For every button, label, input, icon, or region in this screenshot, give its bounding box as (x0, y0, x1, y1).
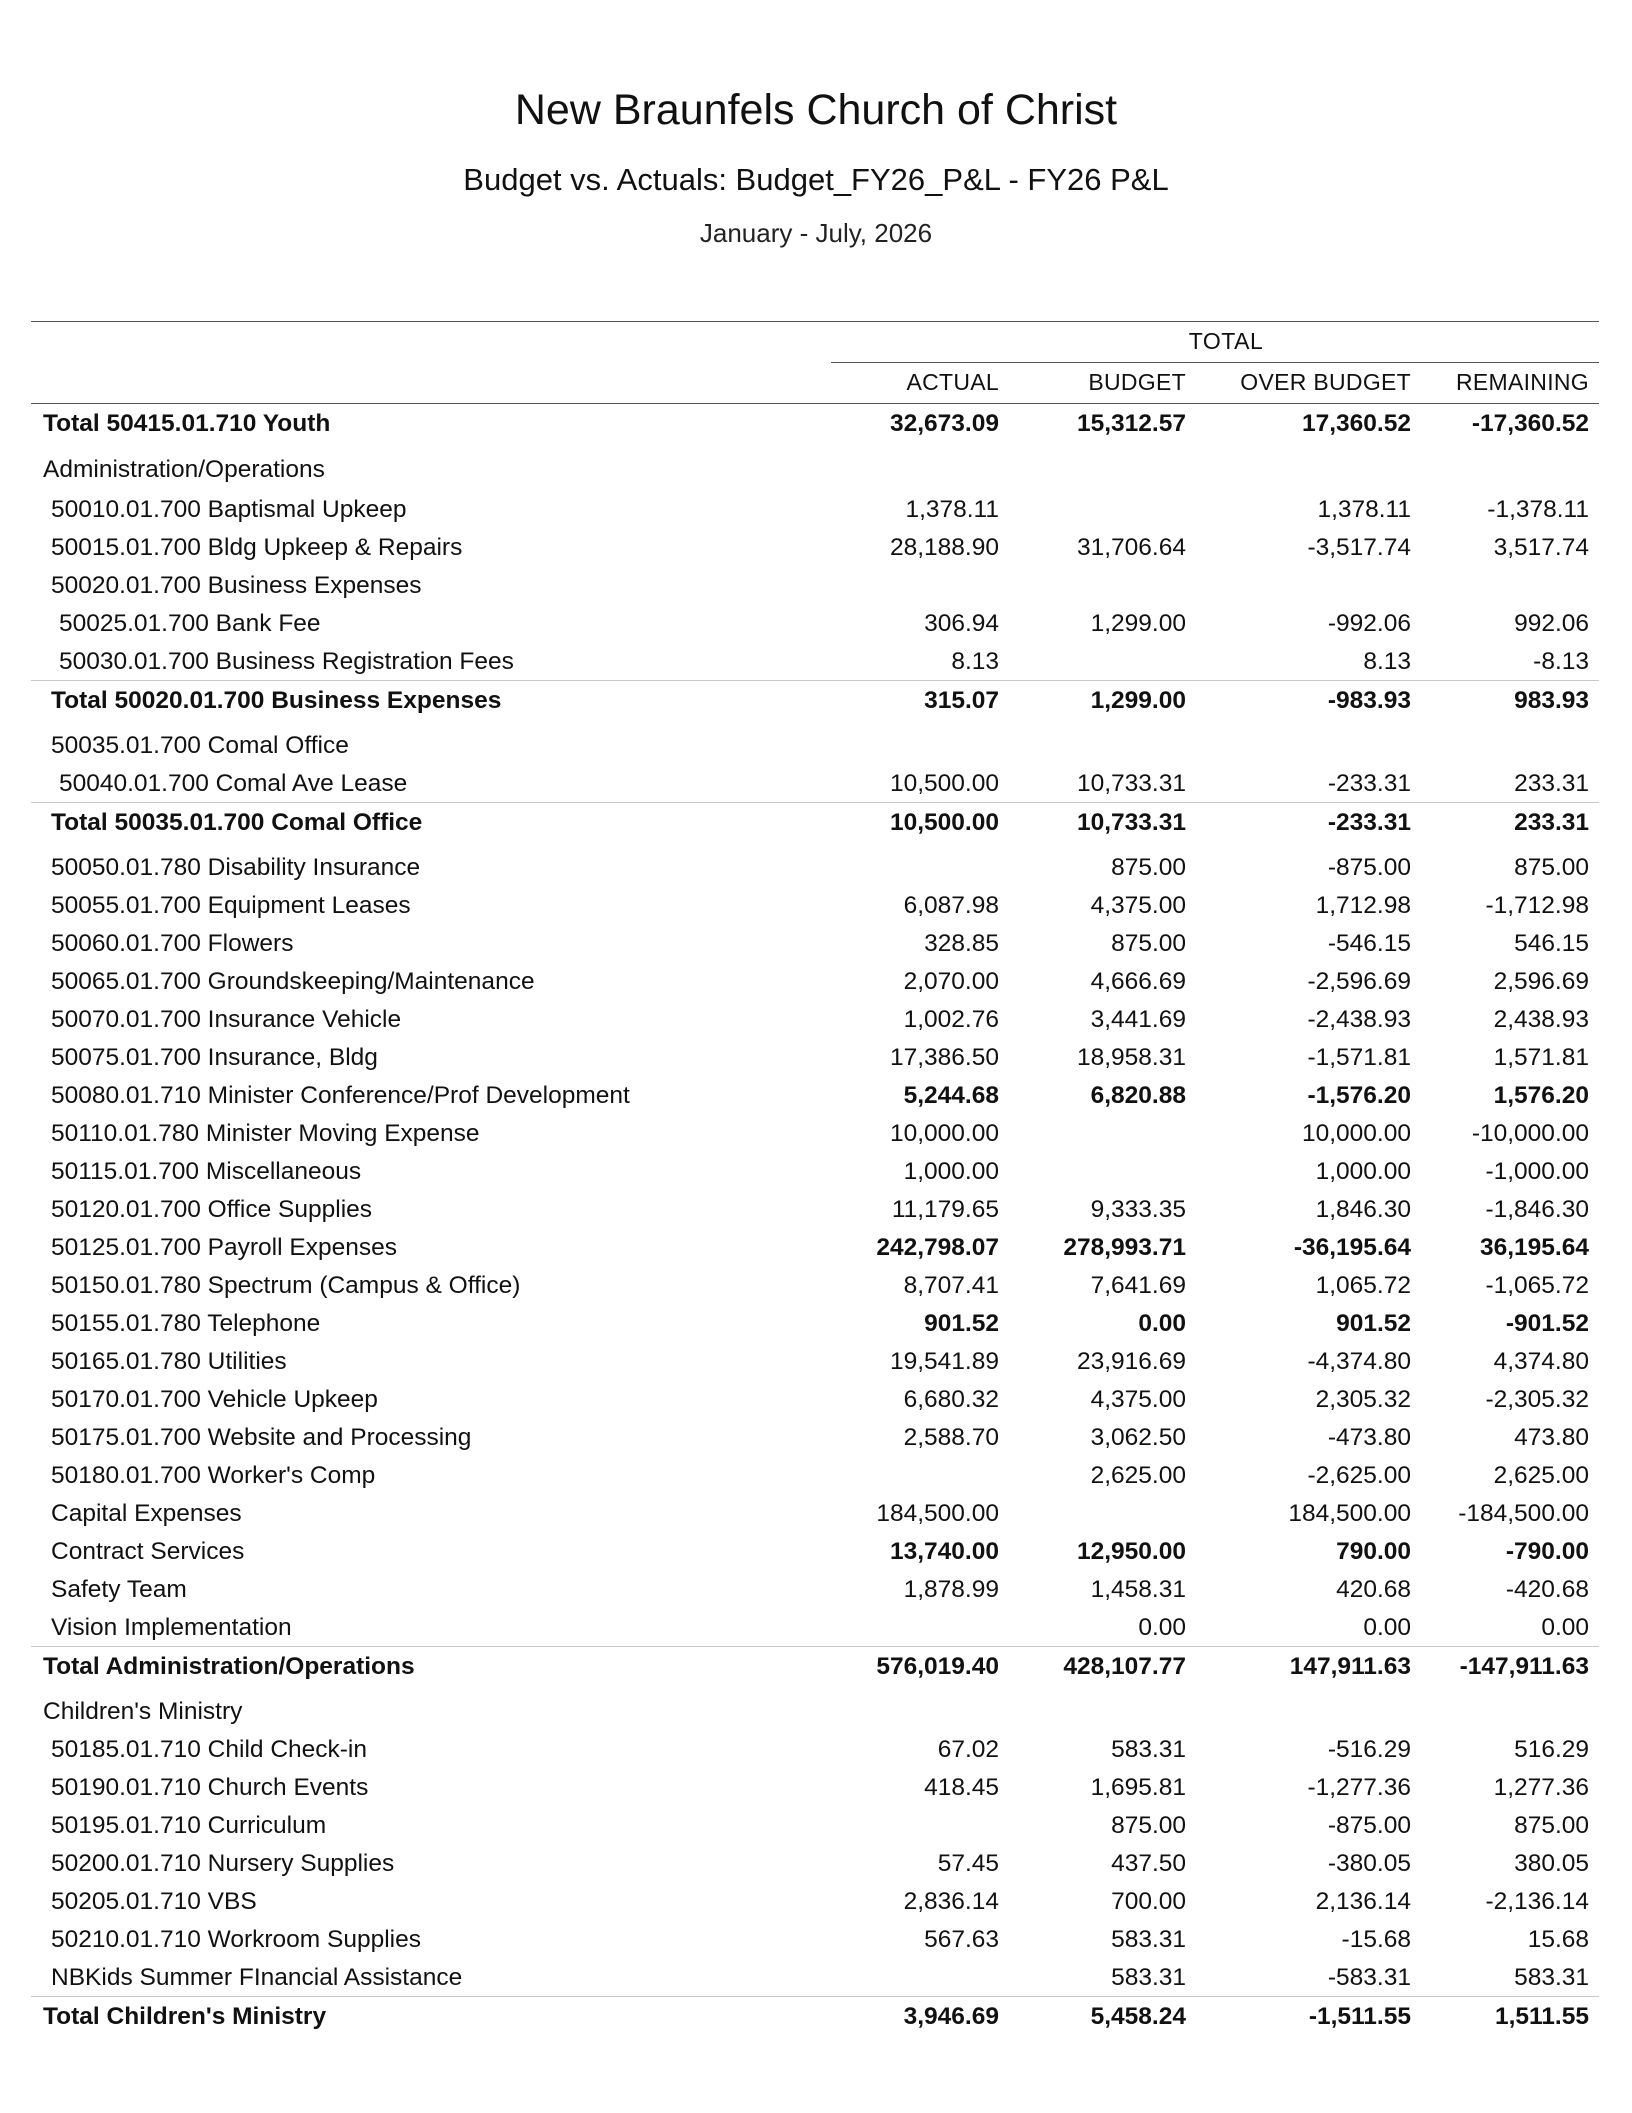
row-label: Total 50020.01.700 Business Expenses (51, 687, 502, 714)
row-label: Safety Team (51, 1576, 187, 1603)
table-row (31, 1570, 1599, 1608)
cell-over-budget: 147,911.63 (1289, 1653, 1411, 1680)
row-label: 50170.01.700 Vehicle Upkeep (51, 1386, 378, 1413)
row-label: 50020.01.700 Business Expenses (51, 572, 422, 599)
cell-remaining: 583.31 (1514, 1964, 1589, 1991)
cell-budget: 278,993.71 (1063, 1234, 1186, 1261)
cell-actual: 10,500.00 (890, 809, 999, 836)
cell-remaining: -420.68 (1505, 1576, 1589, 1603)
cell-actual: 8,707.41 (903, 1272, 999, 1299)
row-label: 50075.01.700 Insurance, Bldg (51, 1044, 378, 1071)
cell-over-budget: -516.29 (1327, 1736, 1411, 1763)
row-label: 50180.01.700 Worker's Comp (51, 1462, 376, 1489)
table-row (31, 1456, 1599, 1494)
table-row (31, 450, 1599, 490)
cell-budget: 1,695.81 (1090, 1774, 1186, 1801)
cell-actual: 8.13 (951, 648, 999, 675)
cell-over-budget: -2,625.00 (1307, 1462, 1411, 1489)
cell-budget: 583.31 (1111, 1736, 1186, 1763)
row-label: Children's Ministry (43, 1698, 243, 1725)
table-body (31, 404, 1599, 2042)
table-row (31, 1882, 1599, 1920)
table-row (31, 1844, 1599, 1882)
cell-over-budget: 8.13 (1363, 648, 1411, 675)
cell-remaining: 15.68 (1527, 1926, 1589, 1953)
cell-actual: 2,588.70 (903, 1424, 999, 1451)
cell-remaining: -17,360.52 (1471, 410, 1589, 437)
cell-over-budget: 901.52 (1336, 1310, 1411, 1337)
cell-budget: 23,916.69 (1077, 1348, 1186, 1375)
row-label: Administration/Operations (43, 456, 325, 483)
cell-budget: 4,375.00 (1090, 1386, 1186, 1413)
cell-actual: 567.63 (924, 1926, 999, 1953)
cell-over-budget: -1,277.36 (1307, 1774, 1411, 1801)
cell-budget: 10,733.31 (1077, 770, 1186, 797)
cell-actual: 184,500.00 (876, 1500, 999, 1527)
cell-remaining: -2,136.14 (1485, 1888, 1589, 1915)
row-label: 50080.01.710 Minister Conference/Prof Development (51, 1082, 630, 1109)
cell-over-budget: 790.00 (1336, 1538, 1411, 1565)
cell-remaining: 983.93 (1514, 687, 1589, 714)
cell-budget: 5,458.24 (1090, 2003, 1186, 2030)
row-label: 50190.01.710 Church Events (51, 1774, 369, 1801)
table-row (31, 1114, 1599, 1152)
cell-remaining: -1,712.98 (1485, 892, 1589, 919)
cell-remaining: 473.80 (1514, 1424, 1589, 1451)
cell-actual: 242,798.07 (876, 1234, 999, 1261)
cell-budget: 3,062.50 (1090, 1424, 1186, 1451)
cell-remaining: 380.05 (1514, 1850, 1589, 1877)
cell-budget: 9,333.35 (1090, 1196, 1186, 1223)
cell-remaining: -10,000.00 (1471, 1120, 1589, 1147)
row-label: 50210.01.710 Workroom Supplies (51, 1926, 422, 1953)
cell-budget: 437.50 (1111, 1850, 1186, 1877)
table-row (31, 528, 1599, 566)
cell-actual: 13,740.00 (890, 1538, 999, 1565)
row-label: Capital Expenses (51, 1500, 242, 1527)
row-label: 50025.01.700 Bank Fee (59, 610, 321, 637)
table-row (31, 1228, 1599, 1266)
cell-remaining: 0.00 (1541, 1614, 1589, 1641)
cell-over-budget: 0.00 (1363, 1614, 1411, 1641)
table-row (31, 1532, 1599, 1570)
cell-actual: 10,000.00 (890, 1120, 999, 1147)
column-headers (31, 363, 1599, 403)
cell-over-budget: -380.05 (1327, 1850, 1411, 1877)
cell-remaining: -1,846.30 (1485, 1196, 1589, 1223)
cell-budget: 31,706.64 (1077, 534, 1186, 561)
cell-actual: 5,244.68 (903, 1082, 999, 1109)
row-label: 50010.01.700 Baptismal Upkeep (51, 496, 407, 523)
cell-remaining: -147,911.63 (1459, 1653, 1589, 1680)
table-row (31, 566, 1599, 604)
table-row (31, 924, 1599, 962)
table-row (31, 1266, 1599, 1304)
row-label: 50015.01.700 Bldg Upkeep & Repairs (51, 534, 463, 561)
cell-actual: 1,000.00 (903, 1158, 999, 1185)
cell-budget: 583.31 (1111, 1964, 1186, 1991)
row-label: 50165.01.780 Utilities (51, 1348, 287, 1375)
cell-remaining: 875.00 (1514, 1812, 1589, 1839)
cell-over-budget: -1,511.55 (1308, 2003, 1411, 2030)
row-label: 50115.01.700 Miscellaneous (51, 1158, 362, 1185)
cell-remaining: 233.31 (1514, 809, 1589, 836)
cell-over-budget: -546.15 (1327, 930, 1411, 957)
cell-actual: 6,087.98 (903, 892, 999, 919)
cell-actual: 10,500.00 (890, 770, 999, 797)
cell-budget: 10,733.31 (1077, 809, 1186, 836)
report-period: January - July, 2026 (699, 218, 933, 248)
row-label: 50055.01.700 Equipment Leases (51, 892, 411, 919)
cell-remaining: 992.06 (1514, 610, 1589, 637)
cell-budget: 875.00 (1111, 930, 1186, 957)
row-label: Vision Implementation (51, 1614, 292, 1641)
cell-actual: 3,946.69 (903, 2003, 999, 2030)
cell-actual: 901.52 (924, 1310, 999, 1337)
table-row (31, 1304, 1599, 1342)
cell-over-budget: -3,517.74 (1307, 534, 1411, 561)
cell-actual: 1,002.76 (903, 1006, 999, 1033)
table-row (31, 1692, 1599, 1730)
cell-budget: 583.31 (1111, 1926, 1186, 1953)
cell-remaining: 2,625.00 (1493, 1462, 1589, 1489)
cell-remaining: 4,374.80 (1493, 1348, 1589, 1375)
cell-budget: 1,299.00 (1090, 610, 1186, 637)
row-label: 50035.01.700 Comal Office (51, 732, 349, 759)
row-label: 50070.01.700 Insurance Vehicle (51, 1006, 402, 1033)
row-label: 50050.01.780 Disability Insurance (51, 854, 421, 881)
table-row (31, 1494, 1599, 1532)
cell-budget: 700.00 (1111, 1888, 1186, 1915)
cell-remaining: 2,438.93 (1493, 1006, 1589, 1033)
cell-budget: 875.00 (1111, 854, 1186, 881)
col-over-budget: OVER BUDGET (1240, 369, 1411, 395)
cell-over-budget: -2,438.93 (1307, 1006, 1411, 1033)
cell-budget: 3,441.69 (1090, 1006, 1186, 1033)
cell-remaining: 875.00 (1514, 854, 1589, 881)
cell-over-budget: 10,000.00 (1302, 1120, 1411, 1147)
cell-actual: 6,680.32 (903, 1386, 999, 1413)
cell-actual: 28,188.90 (890, 534, 999, 561)
cell-budget: 4,666.69 (1090, 968, 1186, 995)
budget-table (31, 321, 1599, 2042)
table-row (31, 1920, 1599, 1958)
row-label: 50155.01.780 Telephone (51, 1310, 321, 1337)
table-row (31, 1000, 1599, 1038)
table-row (31, 1730, 1599, 1768)
cell-actual: 57.45 (937, 1850, 999, 1877)
table-row (31, 1152, 1599, 1190)
table-row (31, 764, 1599, 802)
row-label: 50205.01.710 VBS (51, 1888, 257, 1915)
cell-budget: 7,641.69 (1090, 1272, 1186, 1299)
cell-actual: 2,070.00 (903, 968, 999, 995)
cell-over-budget: 420.68 (1336, 1576, 1411, 1603)
cell-budget: 15,312.57 (1077, 410, 1186, 437)
row-label: 50065.01.700 Groundskeeping/Maintenance (51, 968, 535, 995)
cell-over-budget: -1,576.20 (1307, 1082, 1411, 1109)
cell-remaining: 1,511.55 (1494, 2003, 1589, 2030)
row-label: 50120.01.700 Office Supplies (51, 1196, 373, 1223)
cell-actual: 576,019.40 (876, 1653, 999, 1680)
cell-remaining: 1,576.20 (1493, 1082, 1589, 1109)
row-label: 50040.01.700 Comal Ave Lease (59, 770, 408, 797)
table-row (31, 490, 1599, 528)
row-label: 50200.01.710 Nursery Supplies (51, 1850, 395, 1877)
cell-budget: 0.00 (1138, 1614, 1186, 1641)
row-label: Total 50035.01.700 Comal Office (51, 809, 423, 836)
table-row (31, 1608, 1599, 1646)
table-row (31, 1342, 1599, 1380)
row-label: Total 50415.01.710 Youth (43, 410, 331, 437)
cell-over-budget: -583.31 (1327, 1964, 1411, 1991)
table-row (31, 604, 1599, 642)
cell-over-budget: -233.31 (1327, 770, 1411, 797)
row-label: 50150.01.780 Spectrum (Campus & Office) (51, 1272, 521, 1299)
cell-actual: 306.94 (924, 610, 999, 637)
cell-over-budget: 17,360.52 (1302, 410, 1411, 437)
cell-budget: 12,950.00 (1077, 1538, 1186, 1565)
row-label: 50195.01.710 Curriculum (51, 1812, 327, 1839)
cell-over-budget: -4,374.80 (1307, 1348, 1411, 1375)
row-label: 50125.01.700 Payroll Expenses (51, 1234, 397, 1261)
cell-over-budget: 1,712.98 (1315, 892, 1411, 919)
table-row (31, 1076, 1599, 1114)
table-row (31, 1418, 1599, 1456)
table-row (31, 1380, 1599, 1418)
table-row (31, 1038, 1599, 1076)
cell-over-budget: 1,378.11 (1317, 496, 1411, 523)
organization-title: New Braunfels Church of Christ (514, 86, 1118, 134)
cell-remaining: 546.15 (1514, 930, 1589, 957)
table-row (31, 642, 1599, 680)
table-row (31, 962, 1599, 1000)
row-label: 50060.01.700 Flowers (51, 930, 294, 957)
cell-actual: 418.45 (924, 1774, 999, 1801)
cell-over-budget: -983.93 (1327, 687, 1411, 714)
cell-remaining: 36,195.64 (1480, 1234, 1589, 1261)
cell-actual: 11,179.65 (891, 1196, 999, 1223)
cell-budget: 18,958.31 (1077, 1044, 1186, 1071)
report-subtitle: Budget vs. Actuals: Budget_FY26_P&L - FY26 P&L (463, 162, 1169, 197)
total-row (31, 1996, 1599, 2042)
cell-budget: 4,375.00 (1090, 892, 1186, 919)
table-row (31, 1190, 1599, 1228)
cell-over-budget: -875.00 (1327, 1812, 1411, 1839)
cell-remaining: 1,571.81 (1493, 1044, 1589, 1071)
col-remaining: REMAINING (1455, 369, 1589, 395)
cell-remaining: 233.31 (1514, 770, 1589, 797)
cell-over-budget: -15.68 (1341, 1926, 1411, 1953)
col-actual: ACTUAL (906, 369, 999, 395)
cell-remaining: -790.00 (1505, 1538, 1589, 1565)
table-row (31, 886, 1599, 924)
cell-budget: 0.00 (1138, 1310, 1186, 1337)
cell-remaining: -184,500.00 (1458, 1500, 1589, 1527)
cell-budget: 2,625.00 (1090, 1462, 1186, 1489)
cell-remaining: -901.52 (1505, 1310, 1589, 1337)
table-row (31, 726, 1599, 764)
cell-over-budget: -233.31 (1327, 809, 1411, 836)
cell-actual: 2,836.14 (903, 1888, 999, 1915)
cell-remaining: 3,517.74 (1493, 534, 1589, 561)
cell-over-budget: 184,500.00 (1288, 1500, 1411, 1527)
cell-budget: 1,458.31 (1090, 1576, 1186, 1603)
cell-budget: 6,820.88 (1090, 1082, 1186, 1109)
cell-remaining: 516.29 (1514, 1736, 1589, 1763)
cell-actual: 1,378.11 (905, 496, 999, 523)
cell-actual: 328.85 (924, 930, 999, 957)
row-label: Contract Services (51, 1538, 245, 1565)
cell-actual: 1,878.99 (903, 1576, 999, 1603)
cell-actual: 315.07 (924, 687, 999, 714)
cell-over-budget: -992.06 (1327, 610, 1411, 637)
cell-actual: 67.02 (937, 1736, 999, 1763)
cell-over-budget: 1,000.00 (1315, 1158, 1411, 1185)
cell-remaining: -2,305.32 (1485, 1386, 1589, 1413)
cell-over-budget: 1,846.30 (1315, 1196, 1411, 1223)
total-group-label: TOTAL (1188, 328, 1264, 354)
cell-budget: 1,299.00 (1090, 687, 1186, 714)
column-group-header (31, 322, 1599, 362)
cell-over-budget: -875.00 (1327, 854, 1411, 881)
cell-budget: 875.00 (1111, 1812, 1186, 1839)
cell-remaining: -1,065.72 (1485, 1272, 1589, 1299)
row-label: 50030.01.700 Business Registration Fees (59, 648, 514, 675)
cell-remaining: 1,277.36 (1493, 1774, 1589, 1801)
cell-over-budget: -1,571.81 (1307, 1044, 1411, 1071)
cell-actual: 19,541.89 (890, 1348, 999, 1375)
col-budget: BUDGET (1088, 369, 1186, 395)
cell-over-budget: 2,305.32 (1315, 1386, 1411, 1413)
row-label: 50175.01.700 Website and Processing (51, 1424, 472, 1451)
cell-budget: 428,107.77 (1063, 1653, 1186, 1680)
table-row (31, 1958, 1599, 1996)
cell-actual: 17,386.50 (890, 1044, 999, 1071)
row-label: Total Administration/Operations (43, 1653, 415, 1680)
row-label: Total Children's Ministry (43, 2003, 327, 2030)
cell-over-budget: -36,195.64 (1293, 1234, 1411, 1261)
cell-over-budget: 1,065.72 (1315, 1272, 1411, 1299)
total-row (31, 404, 1599, 450)
cell-remaining: -8.13 (1533, 648, 1589, 675)
cell-remaining: -1,000.00 (1485, 1158, 1589, 1185)
row-label: NBKids Summer FInancial Assistance (51, 1964, 463, 1991)
total-row (31, 802, 1599, 848)
cell-over-budget: 2,136.14 (1315, 1888, 1411, 1915)
cell-over-budget: -2,596.69 (1307, 968, 1411, 995)
total-row (31, 1646, 1599, 1692)
row-label: 50110.01.780 Minister Moving Expense (51, 1120, 480, 1147)
cell-remaining: 2,596.69 (1493, 968, 1589, 995)
cell-remaining: -1,378.11 (1487, 496, 1589, 523)
cell-actual: 32,673.09 (890, 410, 999, 437)
table-row (31, 1768, 1599, 1806)
table-row (31, 1806, 1599, 1844)
cell-over-budget: -473.80 (1327, 1424, 1411, 1451)
table-row (31, 848, 1599, 886)
total-row (31, 680, 1599, 726)
row-label: 50185.01.710 Child Check-in (51, 1736, 367, 1763)
